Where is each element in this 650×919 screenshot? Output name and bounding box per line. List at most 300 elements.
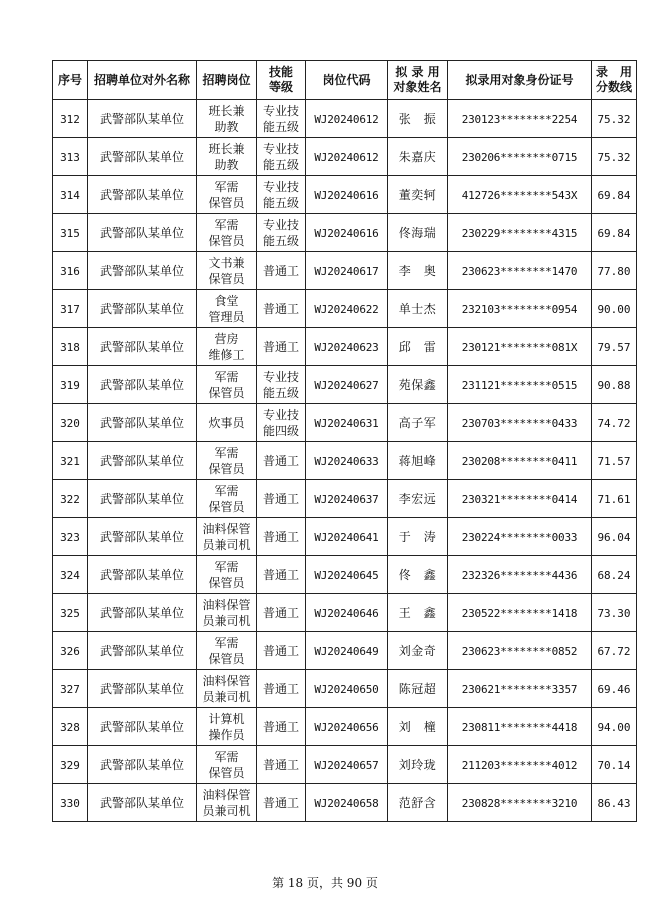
cell-seq [53,746,88,784]
cell-id-text: 230224********0033 [461,530,578,544]
cell-score-text: 90.00 [597,302,631,316]
cell-name-text: 于 涛 [398,530,437,544]
cell-score-text: 71.61 [597,492,631,506]
cell-score [592,252,637,290]
cell-seq [53,518,88,556]
cell-score [592,594,637,632]
cell-id [448,556,592,594]
cell-level-text: 专业技 能五级 [262,179,299,210]
cell-score-text: 75.32 [597,150,631,164]
cell-post [197,138,257,176]
cell-score-text: 69.84 [597,188,631,202]
cell-seq-text: 316 [60,264,80,278]
cell-post [197,100,257,138]
cell-code-text: WJ20240616 [314,188,379,202]
cell-seq [53,214,88,252]
cell-name [388,176,448,214]
cell-name [388,480,448,518]
table-row [53,404,637,442]
cell-score [592,708,637,746]
cell-seq-text: 314 [60,188,80,202]
cell-seq-text: 320 [60,416,80,430]
cell-code-text: WJ20240641 [314,530,379,544]
cell-name-text: 高子军 [398,416,437,430]
cell-id-text: 230208********0411 [461,454,578,468]
table-row [53,556,637,594]
cell-name-text: 王 鑫 [398,606,437,620]
cell-code-text: WJ20240617 [314,264,379,278]
cell-level-text: 普通工 [262,263,299,278]
cell-name-text: 佟海瑞 [398,226,437,240]
cell-code-text: WJ20240657 [314,758,379,772]
cell-seq-text: 328 [60,720,80,734]
cell-code-text: WJ20240631 [314,416,379,430]
cell-score-text: 86.43 [597,796,631,810]
cell-seq-text: 318 [60,340,80,354]
cell-seq-text: 327 [60,682,80,696]
cell-level [257,746,306,784]
cell-seq-text: 313 [60,150,80,164]
cell-unit-text: 武警部队某单位 [99,606,184,620]
cell-name-text: 刘玲珑 [398,758,437,772]
cell-id-text: 230621********3357 [461,682,578,696]
cell-name-text: 朱嘉庆 [398,150,437,164]
cell-level-text: 普通工 [262,339,299,354]
cell-id [448,252,592,290]
cell-level-text: 普通工 [262,453,299,468]
cell-seq [53,632,88,670]
cell-code-text: WJ20240656 [314,720,379,734]
cell-score-text: 69.46 [597,682,631,696]
cell-score-text: 69.84 [597,226,631,240]
cell-post-text: 油料保管 员兼司机 [202,597,251,628]
cell-post-text: 油料保管 员兼司机 [202,787,251,818]
cell-seq-text: 315 [60,226,80,240]
cell-name-text: 单士杰 [398,302,437,316]
cell-seq [53,480,88,518]
cell-seq [53,708,88,746]
cell-level [257,442,306,480]
cell-code [306,518,388,556]
cell-level [257,632,306,670]
cell-post-text: 军需 保管员 [208,445,245,476]
cell-post [197,176,257,214]
cell-unit-text: 武警部队某单位 [99,796,184,810]
cell-code-text: WJ20240645 [314,568,379,582]
cell-score [592,366,637,404]
cell-score [592,214,637,252]
cell-unit-text: 武警部队某单位 [99,568,184,582]
header-id: 拟录用对象身份证号 [448,61,592,100]
table-row [53,670,637,708]
cell-id-text: 230206********0715 [461,150,578,164]
cell-seq-text: 312 [60,112,80,126]
cell-id-text: 232326********4436 [461,568,578,582]
cell-seq-text: 319 [60,378,80,392]
cell-level [257,176,306,214]
cell-id [448,366,592,404]
cell-id-text: 230121********081X [461,340,578,354]
cell-name [388,518,448,556]
cell-score [592,556,637,594]
cell-id-text: 230623********1470 [461,264,578,278]
cell-unit-text: 武警部队某单位 [99,112,184,126]
cell-id [448,480,592,518]
cell-code-text: WJ20240646 [314,606,379,620]
cell-name-text: 刘 橦 [398,720,437,734]
cell-name-text: 李宏远 [398,492,437,506]
cell-unit [88,556,197,594]
cell-code-text: WJ20240637 [314,492,379,506]
cell-unit [88,290,197,328]
table-row [53,632,637,670]
cell-post [197,290,257,328]
cell-score-text: 70.14 [597,758,631,772]
cell-name [388,784,448,822]
cell-code [306,138,388,176]
cell-code-text: WJ20240622 [314,302,379,316]
header-level: 技能 等级 [257,61,306,100]
cell-id [448,328,592,366]
cell-id-text: 231121********0515 [461,378,578,392]
cell-unit [88,518,197,556]
cell-name [388,708,448,746]
cell-level-text: 专业技 能五级 [262,103,299,134]
table-row [53,328,637,366]
cell-id-text: 230828********3210 [461,796,578,810]
cell-name [388,632,448,670]
cell-unit [88,746,197,784]
cell-id-text: 211203********4012 [461,758,578,772]
cell-name [388,404,448,442]
cell-unit-text: 武警部队某单位 [99,302,184,316]
cell-name-text: 陈冠超 [398,682,437,696]
cell-score-text: 71.57 [597,454,631,468]
cell-post-text: 班长兼 助教 [208,103,245,134]
cell-level [257,594,306,632]
cell-post [197,480,257,518]
cell-name [388,100,448,138]
table-row [53,480,637,518]
cell-seq-text: 324 [60,568,80,582]
table-row [53,176,637,214]
cell-unit [88,138,197,176]
cell-name [388,442,448,480]
header-post: 招聘岗位 [197,61,257,100]
cell-name [388,746,448,784]
cell-seq-text: 326 [60,644,80,658]
cell-unit-text: 武警部队某单位 [99,682,184,696]
cell-unit-text: 武警部队某单位 [99,758,184,772]
cell-post [197,670,257,708]
cell-name-text: 苑保鑫 [398,378,437,392]
cell-code [306,556,388,594]
cell-seq-text: 322 [60,492,80,506]
cell-name [388,670,448,708]
header-row [53,61,637,100]
cell-name [388,290,448,328]
cell-post-text: 文书兼 保管员 [208,255,245,286]
cell-code-text: WJ20240633 [314,454,379,468]
recruitment-table [52,60,637,822]
cell-level [257,252,306,290]
table-row [53,214,637,252]
cell-seq-text: 321 [60,454,80,468]
cell-unit [88,366,197,404]
cell-unit [88,670,197,708]
cell-post-text: 油料保管 员兼司机 [202,673,251,704]
cell-id [448,708,592,746]
cell-seq [53,290,88,328]
cell-seq [53,252,88,290]
cell-level [257,480,306,518]
cell-score [592,632,637,670]
cell-unit-text: 武警部队某单位 [99,378,184,392]
cell-id [448,594,592,632]
cell-unit-text: 武警部队某单位 [99,530,184,544]
cell-unit-text: 武警部队某单位 [99,492,184,506]
cell-post [197,746,257,784]
table-body [53,100,637,822]
cell-code [306,784,388,822]
cell-unit [88,214,197,252]
header-name: 拟 录 用 对象姓名 [388,61,448,100]
table-row [53,746,637,784]
cell-post-text: 军需 保管员 [208,749,245,780]
cell-post-text: 军需 保管员 [208,179,245,210]
cell-code [306,100,388,138]
cell-unit [88,328,197,366]
cell-unit [88,404,197,442]
cell-id-text: 230229********4315 [461,226,578,240]
cell-id [448,100,592,138]
cell-name [388,138,448,176]
cell-post-text: 营房 维修工 [208,331,245,362]
cell-level [257,708,306,746]
cell-level [257,100,306,138]
cell-code-text: WJ20240612 [314,150,379,164]
cell-level-text: 专业技 能四级 [262,407,299,438]
cell-level [257,328,306,366]
cell-code [306,290,388,328]
cell-id [448,784,592,822]
cell-name-text: 刘金奇 [398,644,437,658]
cell-code-text: WJ20240616 [314,226,379,240]
cell-name [388,252,448,290]
cell-unit-text: 武警部队某单位 [99,644,184,658]
cell-level-text: 普通工 [262,681,299,696]
cell-unit [88,784,197,822]
cell-post-text: 军需 保管员 [208,369,245,400]
cell-code [306,366,388,404]
cell-name [388,594,448,632]
cell-code [306,442,388,480]
table-header [53,61,637,100]
cell-code-text: WJ20240658 [314,796,379,810]
table-row [53,366,637,404]
cell-score [592,290,637,328]
cell-post-text: 军需 保管员 [208,483,245,514]
cell-score-text: 74.72 [597,416,631,430]
cell-post [197,518,257,556]
cell-seq [53,784,88,822]
cell-seq-text: 323 [60,530,80,544]
cell-score [592,670,637,708]
cell-id-text: 232103********0954 [461,302,578,316]
cell-id-text: 412726********543X [461,188,578,202]
cell-unit [88,176,197,214]
cell-level [257,784,306,822]
cell-name [388,556,448,594]
cell-unit-text: 武警部队某单位 [99,226,184,240]
cell-score [592,518,637,556]
cell-code [306,594,388,632]
cell-seq [53,138,88,176]
cell-seq-text: 317 [60,302,80,316]
cell-level-text: 普通工 [262,567,299,582]
header-seq: 序号 [53,61,88,100]
cell-post-text: 军需 保管员 [208,217,245,248]
cell-seq [53,404,88,442]
cell-unit-text: 武警部队某单位 [99,150,184,164]
cell-post-text: 油料保管 员兼司机 [202,521,251,552]
cell-score-text: 79.57 [597,340,631,354]
cell-unit [88,252,197,290]
cell-post [197,708,257,746]
cell-seq-text: 325 [60,606,80,620]
cell-unit-text: 武警部队某单位 [99,340,184,354]
table-row [53,594,637,632]
cell-unit [88,708,197,746]
cell-post [197,632,257,670]
cell-post-text: 军需 保管员 [208,635,245,666]
cell-seq [53,176,88,214]
cell-code [306,746,388,784]
cell-level-text: 专业技 能五级 [262,369,299,400]
cell-name [388,366,448,404]
cell-score [592,100,637,138]
cell-seq [53,328,88,366]
cell-code-text: WJ20240612 [314,112,379,126]
cell-level-text: 普通工 [262,643,299,658]
table-row [53,784,637,822]
cell-name-text: 范舒含 [398,796,437,810]
cell-unit [88,594,197,632]
cell-post-text: 军需 保管员 [208,559,245,590]
cell-score [592,176,637,214]
cell-unit-text: 武警部队某单位 [99,188,184,202]
cell-name-text: 蒋旭峰 [398,454,437,468]
cell-score-text: 90.88 [597,378,631,392]
cell-level-text: 普通工 [262,719,299,734]
cell-post-text: 食堂 管理员 [208,293,245,324]
cell-level [257,556,306,594]
cell-seq [53,594,88,632]
cell-level [257,366,306,404]
cell-score-text: 73.30 [597,606,631,620]
cell-score [592,746,637,784]
cell-score-text: 77.80 [597,264,631,278]
cell-level [257,404,306,442]
cell-name [388,328,448,366]
cell-post [197,442,257,480]
cell-post [197,556,257,594]
cell-id [448,442,592,480]
page-footer: 第 18 页，共 90 页 [272,876,378,890]
cell-score-text: 75.32 [597,112,631,126]
cell-score [592,404,637,442]
cell-code [306,328,388,366]
header-code: 岗位代码 [306,61,388,100]
cell-seq [53,100,88,138]
cell-id [448,214,592,252]
table-row [53,708,637,746]
cell-level [257,214,306,252]
cell-post [197,594,257,632]
cell-seq [53,670,88,708]
cell-code [306,404,388,442]
cell-score [592,138,637,176]
table-row [53,138,637,176]
cell-post-text: 班长兼 助教 [208,141,245,172]
cell-code [306,670,388,708]
table-row [53,290,637,328]
cell-code [306,708,388,746]
cell-post-text: 计算机 操作员 [208,711,245,742]
cell-id [448,290,592,328]
cell-code-text: WJ20240627 [314,378,379,392]
cell-level-text: 普通工 [262,491,299,506]
cell-name [388,214,448,252]
cell-unit [88,632,197,670]
cell-id-text: 230123********2254 [461,112,578,126]
table-row [53,100,637,138]
cell-score-text: 67.72 [597,644,631,658]
cell-name-text: 佟 鑫 [398,568,437,582]
cell-id [448,176,592,214]
cell-id [448,138,592,176]
cell-id-text: 230623********0852 [461,644,578,658]
cell-post-text: 炊事员 [208,415,245,430]
cell-name-text: 张 振 [398,112,437,126]
cell-id [448,518,592,556]
cell-score-text: 94.00 [597,720,631,734]
cell-code [306,252,388,290]
cell-code [306,214,388,252]
cell-score [592,480,637,518]
header-unit: 招聘单位对外名称 [88,61,197,100]
cell-post [197,366,257,404]
cell-level-text: 专业技 能五级 [262,217,299,248]
cell-level-text: 专业技 能五级 [262,141,299,172]
cell-code [306,176,388,214]
cell-seq [53,366,88,404]
cell-code-text: WJ20240623 [314,340,379,354]
cell-seq-text: 330 [60,796,80,810]
cell-score-text: 96.04 [597,530,631,544]
cell-code-text: WJ20240649 [314,644,379,658]
table-row [53,252,637,290]
cell-level [257,670,306,708]
cell-id [448,632,592,670]
cell-code [306,480,388,518]
cell-seq-text: 329 [60,758,80,772]
table-row [53,518,637,556]
cell-score [592,784,637,822]
cell-level [257,138,306,176]
cell-name-text: 董奕轲 [398,188,437,202]
table-row [53,442,637,480]
